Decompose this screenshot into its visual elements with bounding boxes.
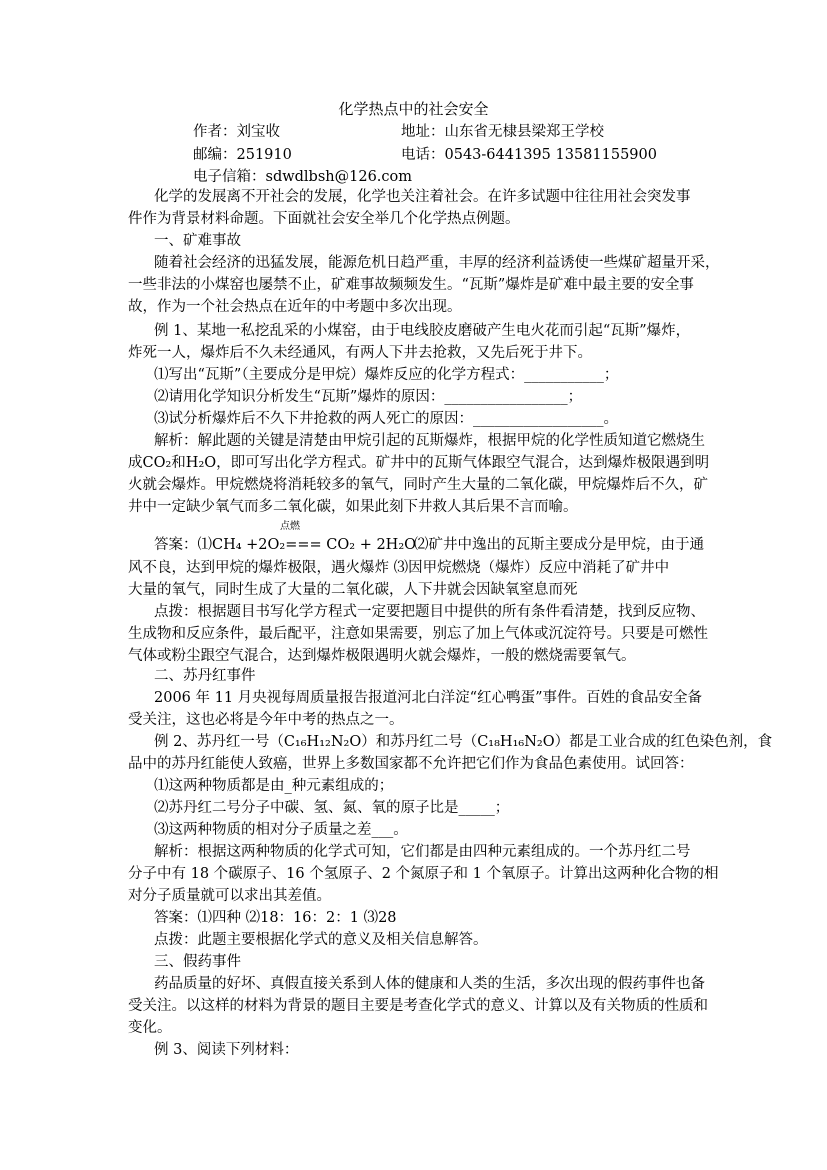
tip-line: 点拨：此题主要根据化学式的意义及相关信息解答。 (154, 932, 488, 948)
intro-line: 化学的发展离不开社会的发展，化学也关注着社会。在许多试题中往往用社会突发事 (154, 189, 691, 205)
question-line: ⑶这两种物质的相对分子质量之差___。 (154, 822, 408, 838)
question-line: ⑶试分析爆炸后不久下井抢救的两人死亡的原因：__________________。 (154, 411, 618, 427)
answer-line: ⑵矿井中逸出的瓦斯主要成分是甲烷，由于通 (414, 537, 704, 553)
paragraph-line: 一些非法的小煤窑也屡禁不止，矿难事故频频发生。“瓦斯”爆炸是矿难中最主要的安全事 (128, 277, 694, 293)
question-line: ⑴这两种物质都是由_种元素组成的； (154, 778, 394, 794)
tip-line: 点拨：根据题目书写化学方程式一定要把题目中提供的所有条件看清楚，找到反应物、 (154, 604, 705, 620)
document-title: 化学热点中的社会安全 (338, 100, 489, 118)
email-line: 电子信箱：sdwdlbsh@126.com (193, 169, 413, 185)
analysis-line: 井中一定缺少氧气而多二氧化碳，如果此刻下井救人其后果不言而喻。 (128, 499, 578, 515)
paragraph-line: 变化。 (128, 1020, 172, 1036)
question-line: ⑵请用化学知识分析发生“瓦斯”爆炸的原因：_________________； (154, 389, 583, 405)
reaction-condition: 点燃 (280, 521, 300, 532)
section-heading: 二、苏丹红事件 (154, 668, 256, 684)
question-line: ⑵苏丹红二号分子中碳、氢、氮、氧的原子比是_____； (154, 800, 510, 816)
postcode-line: 邮编：251910 (193, 147, 292, 163)
answer-line: 答案：⑴CH₄ +2O₂=== CO₂ + 2H₂O (154, 537, 417, 553)
tip-line: 生成物和反应条件，最后配平，注意如果需要，别忘了加上气体或沉淀符号。只要是可燃性 (128, 626, 708, 642)
paragraph-line: 随着社会经济的迅猛发展，能源危机日趋严重，丰厚的经济利益诱使一些煤矿超量开采， (154, 255, 720, 271)
analysis-line: 分子中有 18 个碳原子、16 个氢原子、2 个氮原子和 1 个氧原子。计算出这两种化合物的相 (128, 866, 719, 882)
example-line: 品中的苏丹红能使人致癌，世界上多数国家都不允许把它们作为食品色素使用。试回答： (128, 756, 694, 772)
address-line: 地址：山东省无棣县梁郑王学校 (401, 124, 604, 140)
section-heading: 一、矿难事故 (154, 233, 241, 249)
example-line: 例 2、苏丹红一号（C₁₆H₁₂N₂O）和苏丹红二号（C₁₈H₁₆N₂O）都是工业合成的红色染色剂，食 (154, 734, 773, 750)
answer-line: 答案：⑴四种 ⑵18：16：2：1 ⑶28 (154, 910, 397, 926)
analysis-line: 解析：根据这两种物质的化学式可知，它们都是由四种元素组成的。一个苏丹红二号 (154, 844, 691, 860)
analysis-line: 对分子质量就可以求出其差值。 (128, 888, 331, 904)
tip-line: 气体或粉尘跟空气混合，达到爆炸极限遇明火就会爆炸，一般的燃烧需要氧气。 (128, 648, 636, 664)
phone-line: 电话：0543-6441395 13581155900 (401, 147, 657, 163)
paragraph-line: 受关注，这也必将是今年中考的热点之一。 (128, 712, 404, 728)
example-line: 例 3、阅读下列材料： (154, 1042, 299, 1058)
example-line: 炸死一人，爆炸后不久未经通风，有两人下井去抢救，又先后死于井下。 (128, 345, 592, 361)
answer-line: 大量的氧气，同时生成了大量的二氧化碳，人下井就会因缺氧窒息而死 (128, 582, 578, 598)
analysis-line: 火就会爆炸。甲烷燃烧将消耗较多的氧气，同时产生大量的二氧化碳，甲烷爆炸后不久，矿 (128, 477, 708, 493)
example-line: 例 1、某地一私挖乱采的小煤窑，由于电线胶皮磨破产生电火花而引起“瓦斯”爆炸， (154, 323, 691, 339)
intro-line: 件作为背景材料命题。下面就社会安全举几个化学热点例题。 (128, 211, 520, 227)
paragraph-line: 故，作为一个社会热点在近年的中考题中多次出现。 (128, 299, 462, 315)
author-line: 作者：刘宝收 (193, 124, 280, 140)
question-line: ⑴写出“瓦斯”（主要成分是甲烷）爆炸反应的化学方程式：___________； (154, 367, 619, 383)
paragraph-line: 受关注。以这样的材料为背景的题目主要是考查化学式的意义、计算以及有关物质的性质和 (128, 998, 708, 1014)
paragraph-line: 药品质量的好坏、真假直接关系到人体的健康和人类的生活，多次出现的假药事件也备 (154, 976, 705, 992)
paragraph-line: 2006 年 11 月央视每周质量报告报道河北白洋淀“红心鸭蛋”事件。百姓的食品安全备 (154, 690, 703, 706)
analysis-line: 解析：解此题的关键是清楚由甲烷引起的瓦斯爆炸，根据甲烷的化学性质知道它燃烧生 (154, 433, 705, 449)
section-heading: 三、假药事件 (154, 954, 241, 970)
analysis-line: 成CO₂和H₂O，即可写出化学方程式。矿井中的瓦斯气体跟空气混合，达到爆炸极限遇到明 (128, 455, 710, 471)
answer-line: 风不良，达到甲烷的爆炸极限，遇火爆炸 ⑶因甲烷燃烧（爆炸）反应中消耗了矿井中 (128, 560, 670, 576)
